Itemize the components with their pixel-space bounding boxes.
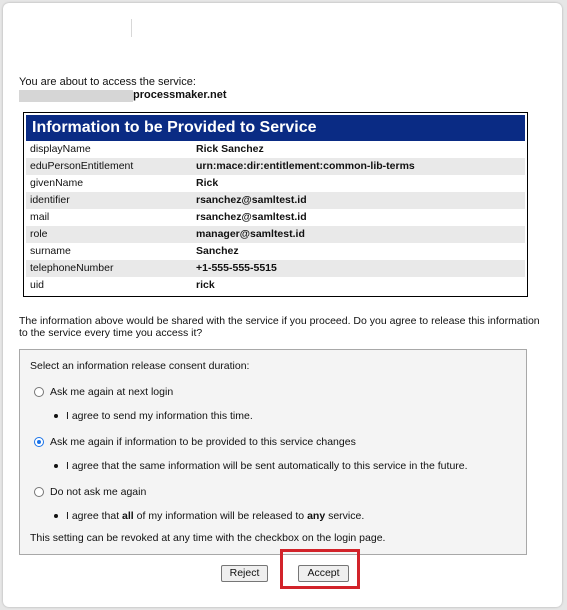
consent-option-on-change[interactable] xyxy=(34,436,356,448)
option-description-text xyxy=(66,510,364,522)
accept-button[interactable]: Accept xyxy=(298,565,349,582)
service-name: processmaker.net xyxy=(133,89,227,101)
intro-text: You are about to access the service: xyxy=(19,76,196,88)
table-row xyxy=(26,226,525,243)
option-label: Ask me again if information to be provided to this service changes xyxy=(50,436,356,448)
attributes-panel xyxy=(23,112,528,297)
table-row xyxy=(26,260,525,277)
bullet-icon xyxy=(54,414,58,418)
attribute-value: manager@samltest.id xyxy=(192,226,525,243)
desc-prefix: I agree that xyxy=(66,510,123,522)
attributes-title: Information to be Provided to Service xyxy=(26,115,525,141)
table-row xyxy=(26,158,525,175)
attribute-name: telephoneNumber xyxy=(26,260,192,277)
option-description xyxy=(54,460,468,472)
attributes-table xyxy=(26,141,525,294)
attribute-name: role xyxy=(26,226,192,243)
attribute-value: +1-555-555-5515 xyxy=(192,260,525,277)
bullet-icon xyxy=(54,464,58,468)
agreement-text: The information above would be shared with the service if you proceed. Do you agree to release this information to the service every time you access it? xyxy=(19,315,540,339)
consent-duration-panel xyxy=(19,349,527,555)
option-label: Ask me again at next login xyxy=(50,386,174,398)
desc-mid: of my information will be released to xyxy=(133,510,308,522)
attribute-value: Rick xyxy=(192,175,525,192)
option-description-text: I agree to send my information this time. xyxy=(66,410,253,422)
service-line xyxy=(19,89,227,102)
table-row xyxy=(26,243,525,260)
attribute-value: rsanchez@samltest.id xyxy=(192,209,525,226)
radio-on-change[interactable] xyxy=(34,437,44,447)
option-description xyxy=(54,410,253,422)
radio-next-login[interactable] xyxy=(34,387,44,397)
radio-never[interactable] xyxy=(34,487,44,497)
consent-page xyxy=(3,3,562,607)
table-row xyxy=(26,277,525,294)
attribute-name: eduPersonEntitlement xyxy=(26,158,192,175)
redacted-block xyxy=(19,90,133,102)
attribute-name: identifier xyxy=(26,192,192,209)
attribute-name: surname xyxy=(26,243,192,260)
reject-button[interactable]: Reject xyxy=(221,565,268,582)
attribute-value: Sanchez xyxy=(192,243,525,260)
table-row xyxy=(26,141,525,158)
table-row xyxy=(26,192,525,209)
bullet-icon xyxy=(54,514,58,518)
table-row xyxy=(26,209,525,226)
attribute-value: Rick Sanchez xyxy=(192,141,525,158)
attribute-name: uid xyxy=(26,277,192,294)
option-description-text: I agree that the same information will be sent automatically to this service in the future. xyxy=(66,460,468,472)
desc-suffix: service. xyxy=(325,510,365,522)
attribute-name: givenName xyxy=(26,175,192,192)
option-description xyxy=(54,510,364,522)
consent-footnote: This setting can be revoked at any time with the checkbox on the login page. xyxy=(30,532,386,544)
desc-bold-all: all xyxy=(122,510,134,522)
table-row xyxy=(26,175,525,192)
desc-bold-any: any xyxy=(307,510,326,522)
attribute-name: displayName xyxy=(26,141,192,158)
option-label: Do not ask me again xyxy=(50,486,147,498)
attribute-value: urn:mace:dir:entitlement:common-lib-terms xyxy=(192,158,525,175)
consent-title: Select an information release consent duration: xyxy=(30,360,250,372)
text-caret xyxy=(131,19,132,37)
consent-option-never[interactable] xyxy=(34,486,146,498)
attribute-name: mail xyxy=(26,209,192,226)
consent-option-next-login[interactable] xyxy=(34,386,173,398)
attribute-value: rsanchez@samltest.id xyxy=(192,192,525,209)
attribute-value: rick xyxy=(192,277,525,294)
